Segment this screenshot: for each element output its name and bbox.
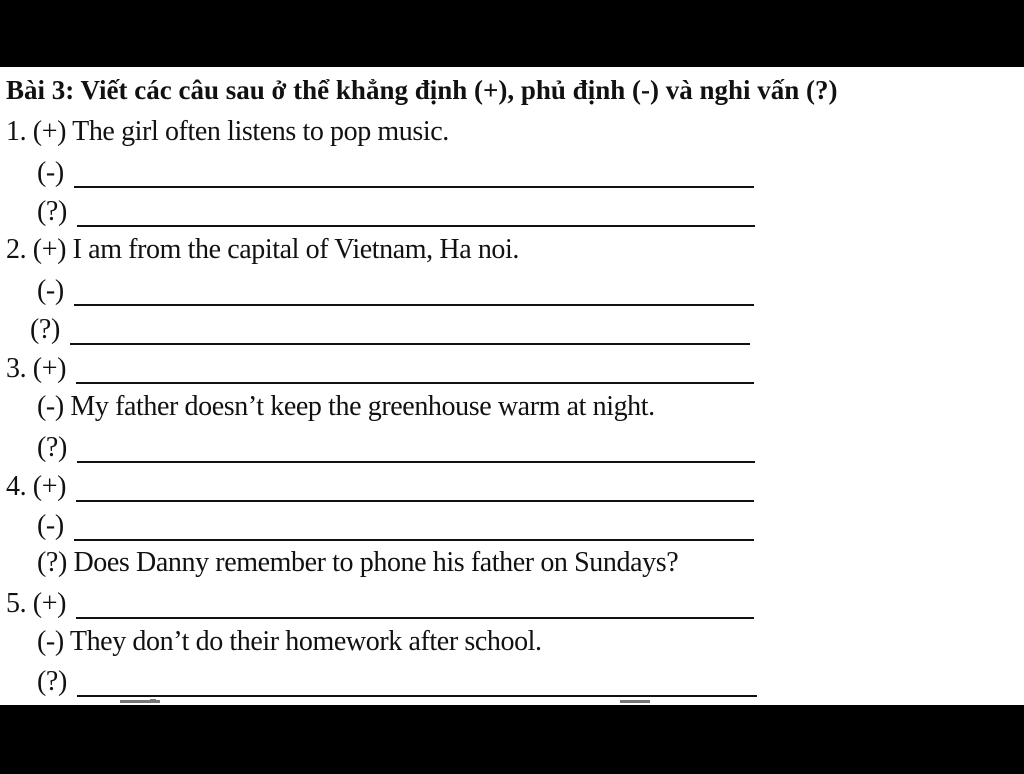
line-text: (-) My father doesn’t keep the greenhouse warm at night.: [37, 391, 655, 422]
line-14: [37, 622, 542, 662]
answer-blank[interactable]: [74, 284, 754, 306]
line-label: 4. (+): [6, 471, 67, 502]
line-2: [37, 153, 754, 193]
line-label: (-): [37, 275, 64, 306]
answer-blank[interactable]: [76, 597, 754, 619]
line-10: [6, 467, 754, 507]
answer-blank[interactable]: [74, 519, 754, 541]
line-text: (-) They don’t do their homework after school.: [37, 626, 542, 657]
line-label: (-): [37, 157, 64, 188]
line-15: [37, 662, 757, 702]
line-text: (?) Does Danny remember to phone his father on Sundays?: [37, 547, 679, 578]
line-label: 5. (+): [6, 588, 67, 619]
line-8: [37, 387, 655, 427]
answer-blank[interactable]: [77, 441, 755, 463]
answer-blank[interactable]: [74, 166, 754, 188]
answer-blank[interactable]: [77, 675, 757, 697]
line-4: [6, 230, 519, 270]
answer-blank[interactable]: [76, 480, 754, 502]
line-7: [6, 349, 754, 389]
exercise-title: Bài 3: Viết các câu sau ở thể khẳng định (+), phủ định (-) và nghi vấn (?): [6, 74, 838, 105]
line-9: [37, 428, 755, 468]
line-text: 1. (+) The girl often listens to pop music.: [6, 116, 449, 147]
line-label: (?): [37, 196, 67, 227]
line-5: [37, 271, 754, 311]
line-1: [6, 112, 449, 152]
answer-blank[interactable]: [76, 362, 754, 384]
line-label: (?): [37, 432, 67, 463]
line-6: [30, 310, 750, 350]
worksheet-page: [0, 67, 1024, 705]
answer-blank[interactable]: [70, 323, 750, 345]
line-label: (-): [37, 510, 64, 541]
line-13: [6, 584, 754, 624]
line-12: [37, 543, 678, 583]
line-label: (?): [37, 666, 67, 697]
cut-off-next-line: [120, 699, 660, 705]
line-label: (?): [30, 314, 60, 345]
answer-blank[interactable]: [77, 205, 755, 227]
line-label: 3. (+): [6, 353, 67, 384]
line-3: [37, 192, 755, 232]
line-11: [37, 506, 754, 546]
line-text: 2. (+) I am from the capital of Vietnam, Ha noi.: [6, 234, 520, 265]
